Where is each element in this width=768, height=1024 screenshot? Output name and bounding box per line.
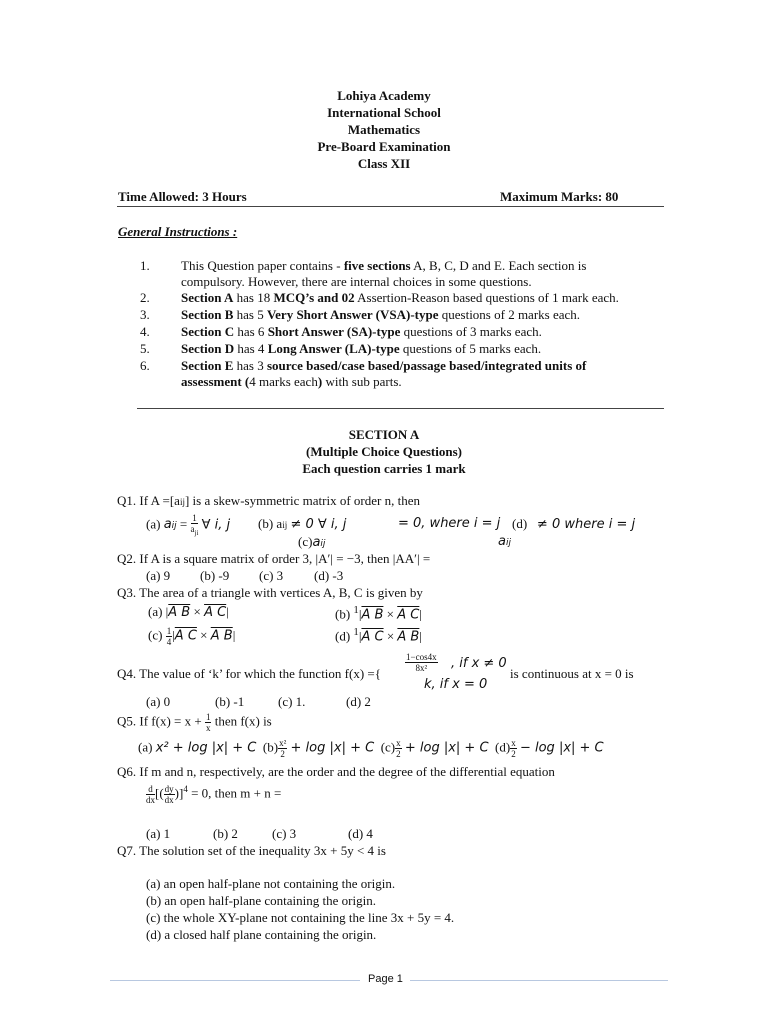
- maximum-marks: Maximum Marks: 80: [500, 189, 619, 204]
- page-number: Page 1: [368, 973, 403, 985]
- q5-options: (a) x² + log |x| + C (b) $\frac{\text{x²}}{2}$ + log |x| + C (c) $\frac{x}{2}$ + log |x| + C (d) $\frac{x}{2}$ − log |x| + C: [138, 738, 604, 759]
- q4-case-2: k, if x = 0: [424, 677, 488, 692]
- q3-option-b: (b) $^1$|A B × A C|: [335, 604, 422, 623]
- q2-option-c: (c) 3: [259, 568, 284, 583]
- q4-option-c: (c) 1.: [278, 694, 306, 709]
- q1-option-c-cond: = 0, where i = j: [398, 516, 501, 531]
- instruction-item: Section B has 5 Very Short Answer (VSA)-type questions of 2 marks each.: [181, 307, 581, 322]
- q4-option-b: (b) -1: [215, 694, 245, 709]
- q3-option-d: (d) $^1$|A C × A B|: [335, 626, 422, 645]
- q7-option-c: (c) the whole XY-plane not containing the line 3x + 5y = 4.: [146, 910, 455, 925]
- instruction-item: Section A has 18 MCQ’s and 02 Assertion-Reason based questions of 1 mark each.: [181, 290, 619, 305]
- instruction-item: Section D has 4 Long Answer (LA)-type questions of 5 marks each.: [181, 341, 542, 356]
- q3-option-a: (a) |A B × A C|: [148, 604, 229, 620]
- q1-option-d: (d) ≠ 0 where i = j: [512, 516, 636, 532]
- section-subtitle: (Multiple Choice Questions): [306, 444, 462, 459]
- footer-rule-right: [410, 980, 668, 981]
- q6-option-d: (d) 4: [348, 826, 373, 841]
- instruction-item: This Question paper contains - five sections A, B, C, D and E. Each section is: [181, 258, 587, 273]
- q3-option-c: (c) $\frac{1}{4}$ |A C × A B|: [148, 626, 236, 647]
- time-allowed: Time Allowed: 3 Hours: [118, 189, 247, 204]
- q4-option-a: (a) 0: [146, 694, 171, 709]
- q6-option-b: (b) 2: [213, 826, 238, 841]
- q2-option-b: (b) -9: [200, 568, 230, 583]
- q2-option-a: (a) 9: [146, 568, 171, 583]
- instruction-number: 1.: [140, 258, 150, 273]
- q1-option-a: (a) aij = $\frac{1}{a_{ji}}$ ∀ i, j: [146, 513, 231, 537]
- q1-option-d-sym: aij: [498, 534, 511, 549]
- section-note: Each question carries 1 mark: [302, 461, 466, 476]
- instruction-item-cont: compulsory. However, there are internal choices in some questions.: [181, 274, 532, 289]
- section-title: SECTION A: [348, 427, 420, 442]
- school-name-line1: Lohiya Academy: [337, 88, 431, 103]
- instruction-number: 5.: [140, 341, 150, 356]
- q7-option-b: (b) an open half-plane containing the origin.: [146, 893, 376, 908]
- q1-option-b: (b) aij ≠ 0 ∀ i, j: [258, 516, 347, 532]
- q6-equation: $\frac{d}{dx}$ [( $\frac{dy}{dx}$ )]$^4$ = 0, then m + n =: [146, 784, 282, 805]
- question-6: Q6. If m and n, respectively, are the order and the degree of the differential equation: [117, 764, 555, 779]
- instruction-number: 4.: [140, 324, 150, 339]
- subject-title: Mathematics: [347, 122, 421, 137]
- section-divider: [137, 408, 664, 409]
- question-7: Q7. The solution set of the inequality 3x + 5y < 4 is: [117, 843, 386, 858]
- q6-option-c: (c) 3: [272, 826, 297, 841]
- q2-option-d: (d) -3: [314, 568, 344, 583]
- school-name-line2: International School: [327, 105, 441, 120]
- q4-fraction: $\frac{1-\cos 4x}{\text{8x²}}$: [406, 652, 437, 673]
- class-title: Class XII: [357, 156, 411, 171]
- instruction-item: Section E has 3 source based/case based/passage based/integrated units of: [181, 358, 587, 373]
- question-3: Q3. The area of a triangle with vertices A, B, C is given by: [117, 585, 423, 600]
- q7-option-a: (a) an open half-plane not containing the origin.: [146, 876, 396, 891]
- header-divider: [117, 206, 664, 207]
- q4-tail: is continuous at x = 0 is: [510, 666, 634, 681]
- instruction-item-cont: assessment (4 marks each) with sub parts.: [181, 374, 402, 389]
- question-4: Q4. The value of ‘k’ for which the function f(x) ={: [117, 666, 381, 681]
- question-5: Q5. If f(x) = x + $\frac{1}{x}$ then f(x) is: [117, 712, 272, 733]
- instruction-number: 6.: [140, 358, 150, 373]
- q6-option-a: (a) 1: [146, 826, 171, 841]
- instructions-heading: General Instructions :: [118, 224, 238, 239]
- question-1: Q1. If A =[aij] is a skew-symmetric matrix of order n, then: [117, 493, 420, 508]
- q1-option-c: (c)aij: [298, 534, 326, 550]
- q7-option-d: (d) a closed half plane containing the origin.: [146, 927, 377, 942]
- instruction-item: Section C has 6 Short Answer (SA)-type questions of 3 marks each.: [181, 324, 542, 339]
- question-2: Q2. If A is a square matrix of order 3, |A′| = −3, then |AA′| =: [117, 551, 431, 566]
- q4-case-1: , if x ≠ 0: [451, 656, 507, 671]
- q4-option-d: (d) 2: [346, 694, 371, 709]
- footer-rule-left: [110, 980, 360, 981]
- instruction-number: 2.: [140, 290, 150, 305]
- instruction-number: 3.: [140, 307, 150, 322]
- exam-title: Pre-Board Examination: [317, 139, 451, 154]
